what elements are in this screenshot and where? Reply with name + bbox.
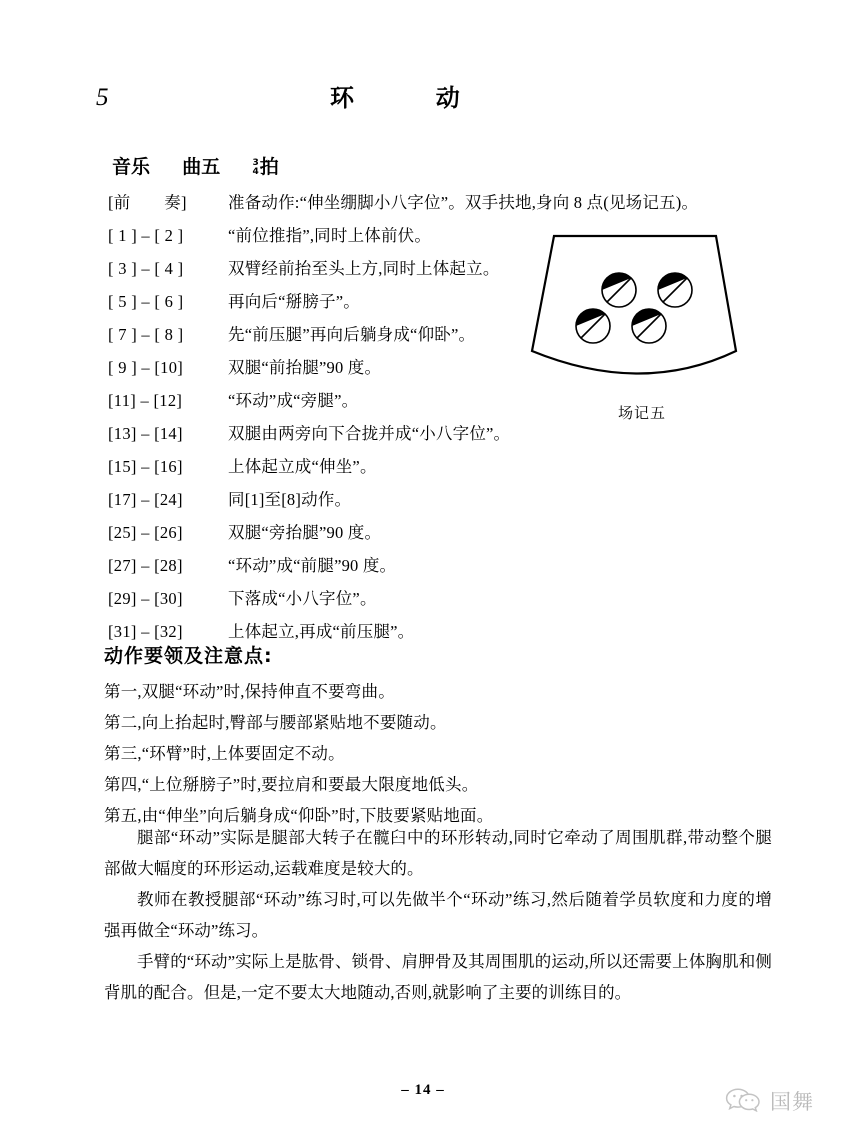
keypoints-list [104,676,784,831]
count-text: “环动”成“前腿”90 度。 [228,556,397,575]
count-label: [前 奏] [108,193,187,212]
music-info-line [112,154,279,180]
keypoint-item: 第五,由“伸坐”向后躺身成“仰卧”时,下肢要紧贴地面。 [104,806,494,825]
body-paragraphs [104,822,772,1008]
stage-diagram-caption: 场记五 [617,406,666,422]
page-title-first-char: 环 [330,84,355,112]
wechat-icon [724,1086,762,1117]
time-signature [253,159,259,177]
keypoints-heading: 动作要领及注意点: [104,645,273,667]
count-label: [15] – [16] [108,457,183,476]
count-text: “环动”成“旁腿”。 [228,391,359,410]
dancer-marker [576,309,610,343]
stage-diagram [508,226,776,426]
paragraph: 手臂的“环动”实际上是肱骨、锁骨、肩胛骨及其周围肌的运动,所以还需要上体胸肌和侧背肌的配合。但是,一定不要太大地随动,否则,就影响了主要的训练目的。 [104,952,772,1002]
keypoint-item: 第一,双腿“环动”时,保持伸直不要弯曲。 [104,682,395,701]
count-label: [11] – [12] [108,391,183,410]
count-label: [31] – [32] [108,622,183,641]
dancer-marker [658,273,692,307]
time-signature-numerator: 3 [252,158,259,168]
keypoint-item: 第三,“环臂”时,上体要固定不动。 [104,744,345,763]
page-header [0,82,846,122]
time-signature-denominator: 4 [252,167,259,177]
count-label: [ 1 ] – [ 2 ] [108,226,184,245]
count-text: 双臂经前抬至头上方,同时上体起立。 [228,259,500,278]
count-row [108,450,768,483]
count-row [108,186,768,219]
count-label: [29] – [30] [108,589,183,608]
music-label: 音乐 [112,156,151,178]
count-label: [25] – [26] [108,523,183,542]
count-text: 上体起立成“伸坐”。 [228,457,377,476]
stage-outline [532,236,736,374]
count-row [108,582,768,615]
page-title [330,82,461,114]
count-text: 上体起立,再成“前压腿”。 [228,622,415,641]
stage-diagram-svg [508,226,776,426]
keypoint-item: 第二,向上抬起时,臀部与腰部紧贴地不要随动。 [104,713,447,732]
watermark-label: 国舞 [770,1089,814,1114]
count-text: 双腿由两旁向下合拢并成“小八字位”。 [228,424,511,443]
count-text: 同[1]至[8]动作。 [228,490,352,509]
wechat-icon-svg [724,1086,762,1112]
watermark [724,1086,814,1117]
page-number: – 14 – [401,1082,445,1098]
count-label: [17] – [24] [108,490,183,509]
page-title-second-char: 动 [435,84,461,112]
count-label: [ 5 ] – [ 6 ] [108,292,184,311]
count-text: 下落成“小八字位”。 [228,589,377,608]
dancer-marker [602,273,636,307]
count-text: 双腿“旁抬腿”90 度。 [228,523,382,542]
music-piece: 曲五 [182,156,221,178]
count-row [108,516,768,549]
chapter-number: 5 [96,84,109,111]
count-label: [ 3 ] – [ 4 ] [108,259,184,278]
count-text: 准备动作:“伸坐绷脚小八字位”。双手扶地,身向 8 点(见场记五)。 [228,193,699,212]
dancer-marker [632,309,666,343]
keypoint-item: 第四,“上位掰膀子”时,要拉肩和要最大限度地低头。 [104,775,479,794]
count-row [108,549,768,582]
music-meter-unit: 拍 [259,156,279,178]
count-label: [ 7 ] – [ 8 ] [108,325,184,344]
count-text: “前位推指”,同时上体前伏。 [228,226,432,245]
count-text: 双腿“前抬腿”90 度。 [228,358,382,377]
paragraph: 教师在教授腿部“环动”练习时,可以先做半个“环动”练习,然后随着学员软度和力度的增强再做全“环动”练习。 [104,890,772,940]
count-row [108,483,768,516]
paragraph: 腿部“环动”实际是腿部大转子在髋臼中的环形转动,同时它牵动了周围肌群,带动整个腿部做大幅度的环形运动,运载难度是较大的。 [104,828,772,878]
count-label: [ 9 ] – [10] [108,358,184,377]
count-label: [27] – [28] [108,556,183,575]
count-label: [13] – [14] [108,424,183,443]
count-text: 再向后“掰膀子”。 [228,292,360,311]
count-text: 先“前压腿”再向后躺身成“仰卧”。 [228,325,476,344]
